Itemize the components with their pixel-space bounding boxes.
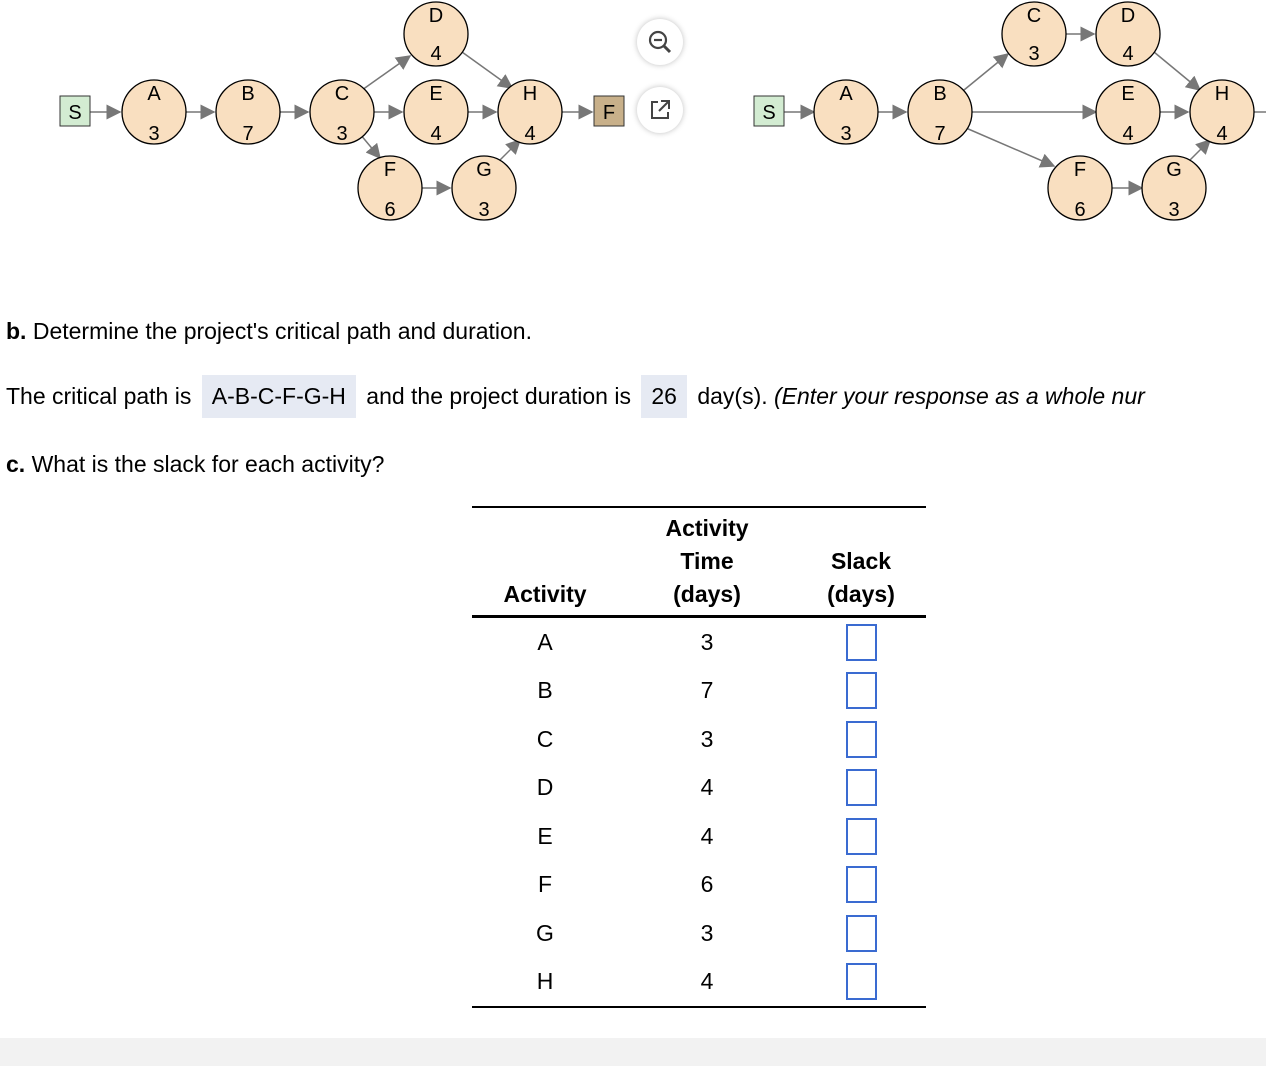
answer-middle: and the project duration is [366, 383, 631, 409]
activity-time-cell: 3 [700, 919, 714, 946]
svg-text:H: H [1214, 83, 1230, 105]
header-activity-time: Activity Time (days) [618, 507, 796, 617]
svg-text:4: 4 [1122, 43, 1134, 65]
svg-text:E: E [1121, 83, 1135, 105]
svg-text:G: G [476, 159, 492, 181]
svg-text:4: 4 [524, 123, 536, 145]
part-b-answer-line [6, 375, 1145, 418]
start-node-right-label: S [762, 102, 776, 124]
activity-node-C [310, 80, 374, 145]
part-c-label: c. [6, 451, 26, 477]
table-row [472, 715, 926, 764]
svg-text:F: F [1073, 159, 1087, 181]
zoom-out-button[interactable] [637, 19, 683, 65]
svg-text:6: 6 [1074, 199, 1086, 221]
activity-node-A [122, 80, 186, 145]
activity-node-G [452, 156, 516, 221]
activity-cell: A [537, 628, 553, 655]
activity-cell: G [536, 919, 554, 946]
zoom-out-icon [647, 29, 673, 55]
activity-cell: E [537, 822, 553, 849]
activity-node-F-right [1048, 156, 1112, 221]
part-c-question-text: What is the slack for each activity? [31, 451, 385, 477]
svg-text:3: 3 [1168, 199, 1180, 221]
activity-time-cell: 3 [700, 628, 714, 655]
svg-text:4: 4 [430, 43, 442, 65]
slack-cell [796, 812, 926, 861]
svg-text:F: F [383, 159, 397, 181]
part-b-question-text: Determine the project's critical path and duration. [32, 318, 532, 344]
svg-text:C: C [1026, 5, 1042, 27]
activity-node-E-right [1096, 80, 1160, 145]
activity-time-cell: 7 [700, 677, 714, 704]
slack-input-B[interactable] [846, 672, 877, 709]
critical-path-answer[interactable]: A-B-C-F-G-H [202, 375, 356, 418]
activity-node-H-right [1190, 80, 1254, 145]
svg-text:3: 3 [478, 199, 490, 221]
activity-node-A-right [814, 80, 878, 145]
svg-text:6: 6 [384, 199, 396, 221]
network-left-nodes [0, 0, 640, 230]
svg-text:C: C [334, 83, 350, 105]
activity-node-B [216, 80, 280, 145]
svg-text:3: 3 [148, 123, 160, 145]
activity-node-D-right [1096, 2, 1160, 66]
svg-text:A: A [839, 83, 853, 105]
svg-text:B: B [933, 83, 947, 105]
slack-input-D[interactable] [846, 769, 877, 806]
footer-bar [0, 1038, 1266, 1066]
svg-text:D: D [428, 5, 444, 27]
svg-text:4: 4 [430, 123, 442, 145]
slack-input-C[interactable] [846, 721, 877, 758]
activity-node-E [404, 80, 468, 145]
svg-text:7: 7 [934, 123, 946, 145]
header-activity: Activity [472, 507, 618, 617]
activity-cell: F [537, 871, 553, 898]
svg-text:3: 3 [336, 123, 348, 145]
answer-hint: (Enter your response as a whole nur [774, 383, 1145, 409]
svg-text:7: 7 [242, 123, 254, 145]
activity-node-D [404, 2, 468, 66]
part-c-question [6, 451, 384, 478]
slack-cell [796, 861, 926, 910]
table-row [472, 667, 926, 716]
table-row [472, 909, 926, 958]
slack-input-H[interactable] [846, 963, 877, 1000]
svg-text:E: E [429, 83, 443, 105]
svg-text:H: H [522, 83, 538, 105]
table-row [472, 861, 926, 910]
part-b-question [6, 318, 532, 345]
slack-input-A[interactable] [846, 624, 877, 661]
activity-node-B-right [908, 80, 972, 145]
table-row [472, 958, 926, 1008]
table-row [472, 617, 926, 667]
start-node-label: S [68, 102, 82, 124]
external-link-icon [648, 98, 672, 122]
svg-text:4: 4 [1216, 123, 1228, 145]
finish-node-label: F [602, 102, 616, 124]
activity-time-cell: 4 [700, 822, 714, 849]
duration-answer[interactable]: 26 [641, 375, 687, 418]
activity-node-H [498, 80, 562, 145]
slack-input-F[interactable] [846, 866, 877, 903]
activity-time-cell: 6 [700, 871, 714, 898]
svg-text:G: G [1166, 159, 1182, 181]
open-in-new-window-button[interactable] [637, 87, 683, 133]
svg-text:D: D [1120, 5, 1136, 27]
table-row [472, 764, 926, 813]
answer-suffix: day(s). [697, 383, 768, 409]
activity-cell: H [472, 958, 618, 1008]
svg-text:3: 3 [840, 123, 852, 145]
slack-cell [796, 667, 926, 716]
answer-prefix: The critical path is [6, 383, 192, 409]
table-row [472, 812, 926, 861]
activity-node-G-right [1142, 156, 1206, 221]
activity-time-cell: 4 [618, 958, 796, 1008]
activity-cell: B [537, 677, 553, 704]
activity-cell: C [536, 725, 554, 752]
activity-cell: D [536, 774, 554, 801]
part-b-label: b. [6, 318, 27, 344]
activity-node-F [358, 156, 422, 221]
slack-cell [796, 909, 926, 958]
slack-input-E[interactable] [846, 818, 877, 855]
network-diagram-right [740, 0, 1266, 230]
activity-node-C-right [1002, 2, 1066, 66]
slack-input-G[interactable] [846, 915, 877, 952]
slack-table-header-row [472, 507, 926, 617]
svg-text:B: B [241, 83, 255, 105]
svg-text:A: A [147, 83, 161, 105]
slack-table [472, 506, 926, 1008]
slack-cell [796, 764, 926, 813]
slack-cell [796, 958, 926, 1008]
header-slack: Slack (days) [796, 507, 926, 617]
slack-cell [796, 715, 926, 764]
svg-text:3: 3 [1028, 43, 1040, 65]
slack-cell [796, 617, 926, 667]
svg-text:4: 4 [1122, 123, 1134, 145]
activity-time-cell: 4 [700, 774, 714, 801]
activity-time-cell: 3 [700, 725, 714, 752]
